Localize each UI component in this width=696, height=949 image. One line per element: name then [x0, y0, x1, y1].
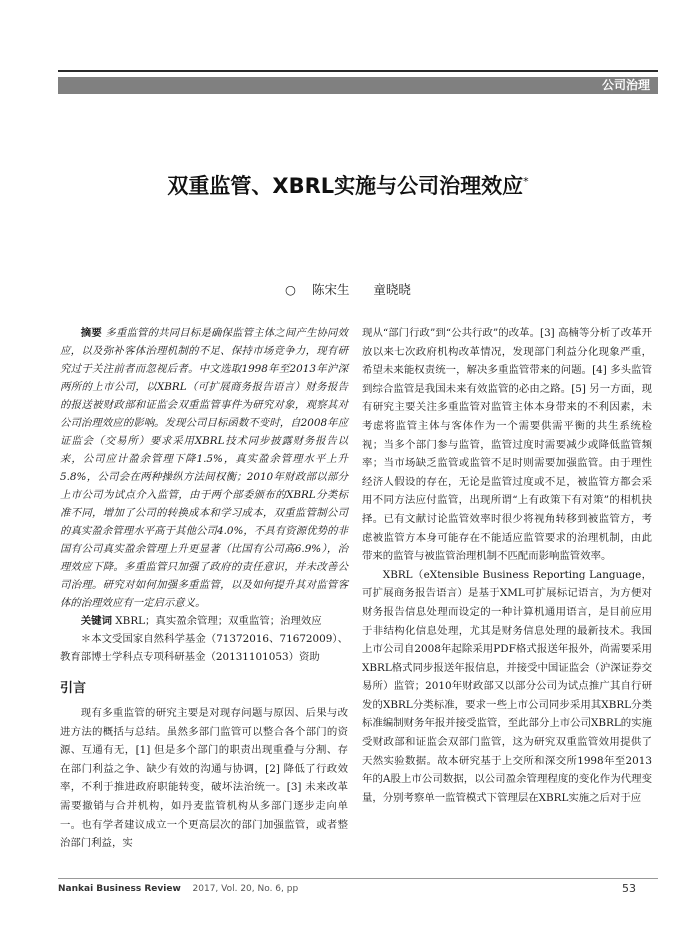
author-line — [0, 280, 696, 298]
author-name: 陈宋生 — [311, 282, 350, 297]
article-title — [0, 170, 696, 200]
author-mark: ○ — [285, 282, 296, 297]
intro-paragraph: 现有多重监管的研究主要是对现存问题与原因、后果与改进方法的概括与总结。虽然多部门监管可以整合各个部门的资源、互通有无，[1] 但是多个部门的职责出现重叠与分割、存在部门利益之争、缺少有效的沟通与协调，[2] 降低了行政效率，不利于推进政府职能转变，破坏法治统一。[3] 未来改革需要撤销与合并机构，如丹麦监管机构从多部门逐步走向单一。也有学者建议成立一个更高层次的部门加强监管，或者整治部门利益，实 — [60, 707, 348, 850]
keywords-text: XBRL；真实盈余管理；双重监管；治理效应 — [115, 615, 322, 627]
abstract — [60, 324, 348, 612]
left-column — [60, 324, 348, 853]
keywords — [60, 612, 348, 630]
footer-citation — [58, 884, 298, 894]
body-paragraph: 现从“部门行政”到“公共行政”的改革。[3] 高楠等分析了改革开放以来七次政府机构改革情况，发现部门利益分化现象严重，希望未来能权责统一，解决多重监管带来的问题。[4] 多头监管到综合监管是我国未来有效监管的必由之路。[5] 另一方面，现有研究主要关注多重监管对监管主体本身带来的不利因素，未考虑将监管主体与客体作为一个需要供需平衡的共生系统检视；当多个部门参与监管，监管过度时需要减少或降低监管频率；当市场缺乏监管或监管不足时则需要加强监管。由于理性经济人假设的存在，无论是监管过度或不足，被监管方都会采用不同方法应付监管，出现所谓“上有政策下有对策”的相机抉择。已有文献讨论监管效率时很少将视角转移到被监管方，考虑被监管方本身可能存在不能适应监管要求的治理机制，由此带来的监管与被监管治理机制不匹配而影响监管效率。 — [362, 327, 652, 563]
right-column — [362, 324, 652, 807]
footer-rule — [58, 878, 658, 879]
page-number: 53 — [622, 882, 636, 895]
funding-note: ＊本文受国家自然科学基金（71372016、71672009）、教育部博士学科点专项科研基金（20131101053）资助 — [60, 633, 348, 663]
author-name: 童晓晓 — [373, 282, 411, 297]
journal-name: Nankai Business Review — [58, 884, 181, 894]
section-heading-intro: 引言 — [60, 681, 87, 696]
title-footnote-mark: * — [523, 175, 529, 188]
header-rule — [58, 70, 658, 72]
keywords-label: 关键词 — [80, 615, 112, 627]
section-label: 公司治理 — [601, 78, 650, 92]
section-bar — [58, 77, 658, 94]
journal-issue: 2017, Vol. 20, No. 6, pp — [192, 884, 299, 894]
title-text: 双重监管、XBRL实施与公司治理效应 — [167, 174, 524, 198]
abstract-text: 多重监管的共同目标是确保监管主体之间产生协同效应，以及弥补客体治理机制的不足、保持市场竞争力，现有研究过于关注前者而忽视后者。中文选取1998年至2013年沪深两所的上市公司，以XBRL（可扩展商务报告语言）财务报告的报送被财政部和证监会双重监管事件为研究对象，观察其对公司治理效应的影响。发现公司目标函数不变时，自2008年应证监会（交易所）要求采用XBRL技术同步披露财务报告以来，公司应计盈余管理下降1.5%，真实盈余管理水平上升5.8%，公司会在两种操纵方法间权衡；2010年财政部以部分上市公司为试点介入监管，由于两个部委颁布的XBRL分类标准不同，增加了公司的转换成本和学习成本，双重监管制公司的真实盈余管理水平高于其他公司4.0%，不具有资源优势的非国有公司真实盈余管理上升更显著（比国有公司高6.9%），治理效应下降。多重监管只加强了政府的责任意识，并未改善公司治理。研究对如何加强多重监管，以及如何提升其对监管客体的治理效应有一定启示意义。 — [60, 327, 349, 609]
body-paragraph: XBRL（eXtensible Business Reporting Language，可扩展商务报告语言）是基于XML可扩展标记语言，为方便对财务报告信息处理而设定的一种计算机通用语言，是目前应用于非结构化信息处理，尤其是财务信息处理的最新技术。我国上市公司自2008年起除采用PDF格式报送年报外，尚需要采用XBRL格式同步报送年报信息，并接受中国证监会（沪深证券交易所）监管；2010年财政部又以部分公司为试点推广其自行研发的XBRL分类标准，要求一些上市公司同步采用其XBRL分类标准编制财务年报并接受监管，至此部分上市公司XBRL的实施受财政部和证监会双部门监管，这为研究双重监管效用提供了天然实验数据。故本研究基于上交所和深交所1998年至2013年的A股上市公司数据，以公司盈余管理程度的变化作为代理变量，分别考察单一监管模式下管理层在XBRL实施之后对于应 — [362, 568, 652, 804]
abstract-label: 摘要 — [80, 327, 102, 339]
